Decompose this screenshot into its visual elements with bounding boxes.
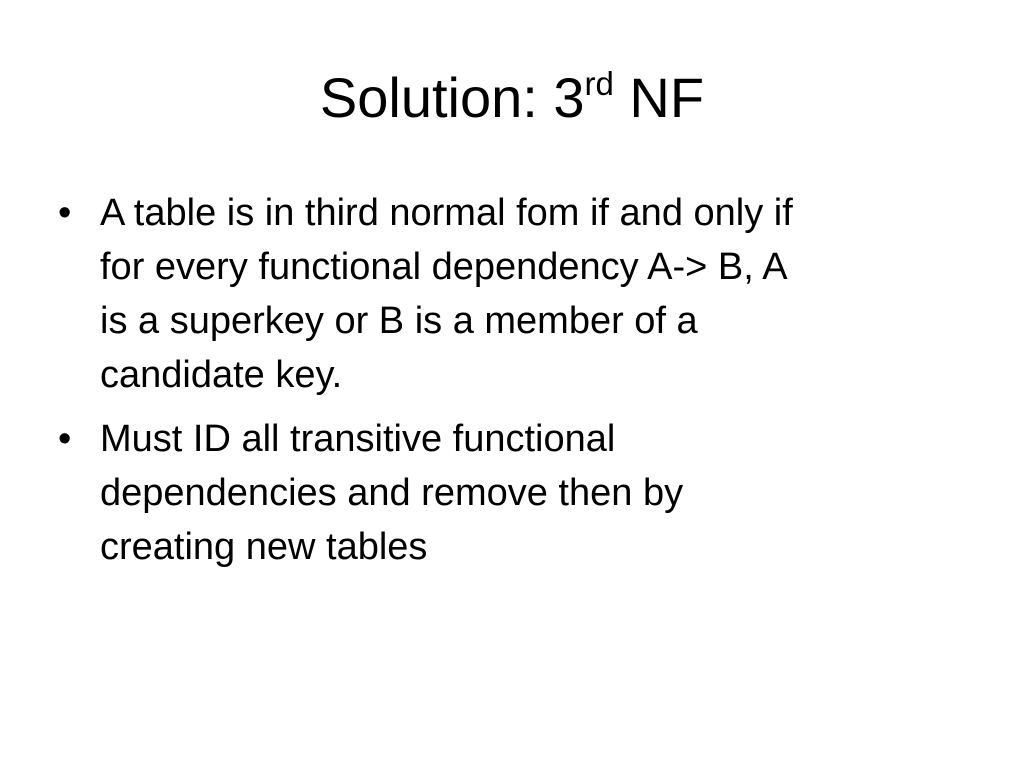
bullet-line: is a superkey or B is a member of a bbox=[100, 300, 698, 342]
bullet-item-2 bbox=[58, 412, 958, 574]
bullet-line: candidate key. bbox=[100, 354, 343, 396]
bullet-line: creating new tables bbox=[100, 526, 428, 568]
bullet-item-1 bbox=[58, 186, 958, 402]
slide-title-suffix: NF bbox=[613, 66, 705, 129]
bullet-text-2 bbox=[100, 412, 683, 574]
bullet-list bbox=[58, 186, 958, 584]
bullet-line: Must ID all transitive functional bbox=[100, 418, 616, 460]
slide-title-superscript: rd bbox=[584, 65, 614, 102]
bullet-line: dependencies and remove then by bbox=[100, 472, 684, 514]
bullet-line: for every functional dependency A-> B, A bbox=[100, 246, 788, 288]
slide-title-main: Solution: 3 bbox=[319, 66, 585, 129]
slide-title bbox=[0, 62, 1024, 134]
bullet-marker: • bbox=[58, 192, 72, 234]
bullet-line: A table is in third normal fom if and only if bbox=[100, 192, 793, 234]
bullet-marker: • bbox=[58, 418, 72, 460]
bullet-text-1 bbox=[100, 186, 793, 402]
